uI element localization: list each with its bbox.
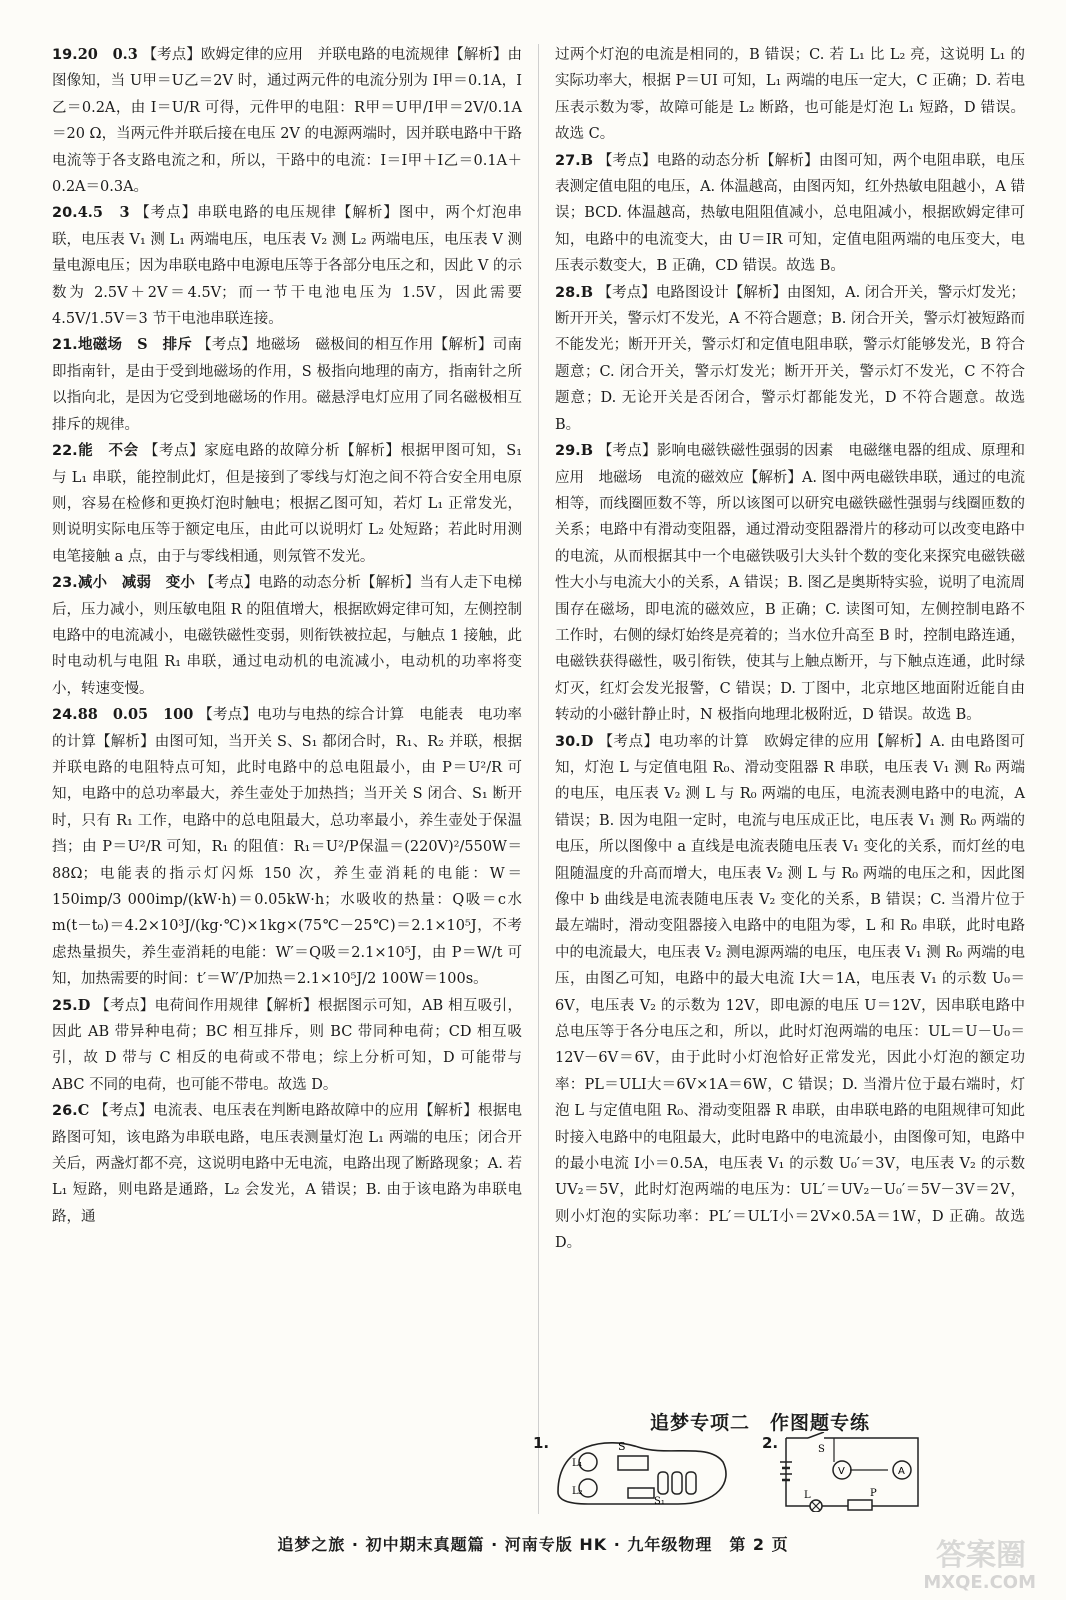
answer-item-28: [555, 280, 1025, 438]
item-answer: B: [580, 283, 593, 301]
item-explanation: 【考点】电功与电热的综合计算 电能表 电功率的计算【解析】由图可知，当开关 S、S₁ 都闭合时，R₁、R₂ 并联，根据并联电路的电阻特点可知，此时电路中的总电阻最小，由 P＝U²/R 可知，电路中的总功率最大，养生壶处于加热挡；当开关 S 闭合、S₁ 断开时，只有 R₁ 工作，电路中的总电阻最大，总功率最小，养生壶处于保温挡；由 P＝U²/R 可知，R₁ 的阻值：R₁＝U²/P保温＝(220V)²/550W＝88Ω；电能表的指示灯闪烁 150 次，养生壶消耗的电能：W＝150imp/3 000imp/(kW·h)＝0.05kW·h；水吸收的热量：Q吸＝c水 m(t－t₀)＝4.2×10³J/(kg·℃)×1kg×(75℃－25℃)＝2.1×10⁵J，不考虑热量损失，养生壶消耗的电能：W′＝Q吸＝2.1×10⁵J，由 P＝W/t 可知，加热需要的时间：t′＝W′/P加热＝2.1×10⁵J/2 100W＝100s。: [52, 707, 523, 988]
answer-item-27: [555, 148, 1025, 280]
item-number: 28.: [555, 284, 581, 301]
fig2-switch-label: S: [818, 1444, 825, 1455]
item-answer: B: [580, 442, 593, 460]
answer-item-25: [52, 993, 522, 1099]
item-answer: C: [77, 1102, 90, 1120]
item-explanation: 过两个灯泡的电流是相同的，B 错误；C. 若 L₁ 比 L₂ 亮，这说明 L₁ 的实际功率大，根据 P＝UI 可知，L₁ 两端的电压一定大，C 正确；D. 若电压表示数为零，故障可能是 L₂ 断路，也可能是灯泡 L₁ 短路，D 错误。故选 C。: [555, 47, 1026, 143]
item-answer: B: [580, 151, 593, 169]
answer-item-23: [52, 570, 522, 702]
item-explanation: 【考点】电路的动态分析【解析】当有人走下电梯后，压力减小，则压敏电阻 R 的阻值增大，根据欧姆定律可知，左侧控制电路中的电流减小，电磁铁磁性变弱，则衔铁被拉起，与触点 1 接触，此时电动机与电阻 R₁ 串联，通过电动机的电流减小，电动机的功率将变小，转速变慢。: [52, 575, 523, 697]
section-title: 追梦专项二 作图题专练: [650, 1412, 871, 1434]
item-answer: 4.5 3: [77, 204, 130, 222]
fig2-voltmeter-label: V: [838, 1466, 845, 1477]
item-answer: 减小 减弱 变小: [77, 574, 196, 592]
item-number: 19.: [52, 47, 78, 63]
page-footer: 追梦之旅 · 初中期末真题篇 · 河南专版 HK · 九年级物理 第 2 页: [277, 1535, 789, 1554]
fig1-label-l1: L₁: [572, 1458, 583, 1469]
item-answer: 地磁场 S 排斥: [77, 336, 193, 354]
item-explanation: 【考点】电荷间作用规律【解析】根据图示可知，AB 相互吸引，因此 AB 带异种电荷；BC 相互排斥，则 BC 带同种电荷；CD 相互吸引，故 D 带与 C 相反的电荷或不带电；综上分析可知，D 可能带与 ABC 不同的电荷，也可能不带电。故选 D。: [52, 997, 523, 1093]
fig2-ammeter-label: A: [898, 1466, 905, 1477]
item-explanation: 【考点】家庭电路的故障分析【解析】根据甲图可知，S₁ 与 L₁ 串联，能控制此灯，但是接到了零线与灯泡之间不符合安全用电原则，容易在检修和更换灯泡时触电；根据乙图可知，若灯 L₁ 正常发光，则说明实际电压等于额定电压，由此可以说明灯 L₂ 处短路；若此时用测电笔接触 a 点，由于与零线相通，则氖管不发光。: [52, 443, 523, 565]
item-number: 29.: [555, 443, 581, 460]
right-column: [555, 42, 1025, 1257]
item-answer: 能 不会: [77, 442, 139, 460]
answer-item-29: [555, 438, 1025, 728]
fig1-label-s1: S₁: [654, 1496, 665, 1507]
answer-item-30: [555, 729, 1025, 1257]
item-number: 24.: [52, 707, 78, 724]
item-explanation: 【考点】电功率的计算 欧姆定律的应用【解析】A. 由电路图可知，灯泡 L 与定值电阻 R₀、滑动变阻器 R 串联，电压表 V₁ 测 R₀ 两端的电压，电压表 V₂ 测 L 与 R₀ 两端的电压，电流表测电路中的电流，A 错误；B. 因为电阻一定时，电流与电压成正比，电压表 V₁ 测 R₀ 两端的电压，所以图像中 a 直线是电流表随电压表 V₁ 变化的关系，而灯丝的电阻随温度的升高而增大，电压表 V₂ 测 L 与 R₀ 两端的电压之和，因此图像中 b 曲线是电流表随电压表 V₂ 变化的关系，B 错误；C. 当滑片位于最左端时，滑动变阻器接入电路中的电阻为零，L 和 R₀ 串联，此时电路中的电流最大，电压表 V₂ 测电源两端的电压，电压表 V₁ 测 R₀ 两端的电压，由图乙可知，电路中的最大电流 I大＝1A，电压表 V₁ 的示数 U₀＝6V，电压表 V₂ 的示数为 12V，即电源的电压 U＝12V，因串联电路中总电压等于各分电压之和，所以，此时灯泡两端的电压：UL＝U－U₀＝12V－6V＝6V，由于此时小灯泡恰好正常发光，因此小灯泡的额定功率：PL＝ULI大＝6V×1A＝6W，C 错误；D. 当滑片位于最右端时，灯泡 L 与定值电阻 R₀、滑动变阻器 R 串联，由串联电路的电阻规律可知此时接入电路中的电阻最大，此时电路中的电流最小，由图像可知，电路中的最小电流 I小＝0.5A，电压表 V₁ 的示数 U₀′＝3V，电压表 V₂ 的示数 UV₂＝5V，此时灯泡两端的电压为：UL′＝UV₂－U₀′＝5V－3V＝2V，则小灯泡的实际功率：PL′＝UL′I小＝2V×0.5A＝1W，D 正确。故选 D。: [555, 733, 1026, 1252]
item-number: 26.: [52, 1103, 78, 1120]
item-number: 25.: [52, 997, 78, 1014]
figure-2-circuit-diagram: [778, 1432, 928, 1512]
item-number: 20.: [52, 205, 78, 222]
fig1-label-s: S: [618, 1440, 626, 1453]
item-answer: D: [580, 732, 594, 750]
item-answer: 88 0.05 100: [77, 706, 194, 724]
column-divider: [538, 44, 539, 1514]
fig2-slider-label: P: [870, 1488, 877, 1499]
watermark-url: MXQE.COM: [923, 1572, 1036, 1593]
item-explanation: 【考点】影响电磁铁磁性强弱的因素 电磁继电器的组成、原理和应用 地磁场 电流的磁效应【解析】A. 图中两电磁铁串联，通过的电流相等，而线圈匝数不等，所以该图可以研究电磁铁磁性强弱与线圈匝数的关系；电路中有滑动变阻器，通过滑动变阻器滑片的移动可以改变电路中的电流，从而根据其中一个电磁铁吸引大头针个数的变化来探究电磁铁磁性大小与电流大小的关系，A 错误；B. 图乙是奥斯特实验，说明了电流周围存在磁场，即电流的磁效应，B 正确；C. 读图可知，左侧控制电路不工作时，右侧的绿灯始终是亮着的；当水位升高至 B 时，控制电路连通，电磁铁获得磁性，吸引衔铁，使其与上触点断开，与下触点连通，此时绿灯灭，红灯会发光报警，C 错误；D. 丁图中，北京地区地面附近能自由转动的小磁针静止时，N 极指向地理北极附近，D 错误。故选 B。: [555, 443, 1026, 724]
item-explanation: 【考点】电路图设计【解析】由图知，A. 闭合开关，警示灯发光；断开开关，警示灯不发光，A 不符合题意；B. 闭合开关，警示灯被短路而不能发光；断开开关，警示灯和定值电阻串联，警示灯能够发光，B 符合题意；C. 闭合开关，警示灯发光；断开开关，警示灯不发光，C 不符合题意；D. 无论开关是否闭合，警示灯都能发光，D 不符合题意。故选 B。: [555, 284, 1026, 433]
answer-item-24: [52, 702, 522, 992]
answer-item-22: [52, 438, 522, 570]
item-answer: 20 0.3: [77, 46, 138, 63]
item-explanation: 【考点】电路的动态分析【解析】由图可知，两个电阻串联，电压表测定值电阻的电压，A. 体温越高，由图丙知，红外热敏电阻越小，A 错误；BCD. 体温越高，热敏电阻阻值减小，总电阻减小，根据欧姆定律可知，电路中的电流变大，由 U＝IR 可知，定值电阻两端的电压变大，电压表示数变大，B 正确，CD 错误。故选 B。: [555, 152, 1026, 275]
item-number: 30.: [555, 733, 581, 750]
item-number: 27.: [555, 152, 581, 169]
item-number: 23.: [52, 575, 78, 592]
item-explanation: 【考点】电流表、电压表在判断电路故障中的应用【解析】根据电路图可知，该电路为串联电路，电压表测量灯泡 L₁ 两端的电压；闭合开关后，两盏灯都不亮，这说明电路中无电流，电路出现了断路现象；A. 若 L₁ 短路，则电路是通路，L₂ 会发光，A 错误；B. 由于该电路为串联电路，通: [52, 1103, 522, 1225]
item-explanation: 【考点】串联电路的电压规律【解析】图中，两个灯泡串联，电压表 V₁ 测 L₁ 两端电压，电压表 V₂ 测 L₂ 两端电压，电压表 V 测量电源电压；因为串联电路中电源电压等于各部分电压之和，因此 V 的示数为 2.5V＋2V＝4.5V；而一节干电池电压为 1.5V，因此需要 4.5V/1.5V＝3 节干电池串联连接。: [52, 205, 522, 328]
item-number: 22.: [52, 443, 78, 460]
answer-item-26: [52, 1098, 522, 1230]
fig2-lamp-label: L: [804, 1490, 811, 1501]
figure-1-wiring-diagram: [548, 1432, 738, 1512]
watermark-logo: 答案圈: [936, 1538, 1026, 1573]
left-column: [52, 42, 522, 1230]
answer-item-21: [52, 332, 522, 438]
answer-item-20: [52, 200, 522, 332]
figure-1-label: 1.: [533, 1434, 550, 1452]
answer-item-26-continued: [555, 42, 1025, 148]
answer-item-19: [52, 42, 522, 200]
item-explanation: 【考点】欧姆定律的应用 并联电路的电流规律【解析】由图像知，当 U甲＝U乙＝2V 时，通过两元件的电流分别为 I甲＝0.1A，I乙＝0.2A，由 I＝U/R 可得，元件甲的电阻：R甲＝U甲/I甲＝2V/0.1A＝20 Ω，当两元件并联后接在电压 2V 的电源两端时，因并联电路中干路电流等于各支路电流之和，所以，干路中的电流：I＝I甲＋I乙＝0.1A＋0.2A＝0.3A。: [52, 47, 523, 196]
figure-2-label: 2.: [762, 1434, 779, 1452]
item-explanation: 【考点】地磁场 磁极间的相互作用【解析】司南即指南针，是由于受到地磁场的作用，S 极指向地理的南方，指南针之所以指向北，是因为它受到地磁场的作用。磁悬浮电灯应用了同名磁极相互排斥的规律。: [52, 337, 522, 433]
item-number: 21.: [52, 337, 78, 354]
item-answer: D: [77, 996, 91, 1014]
fig1-label-l2: L₂: [572, 1486, 583, 1497]
